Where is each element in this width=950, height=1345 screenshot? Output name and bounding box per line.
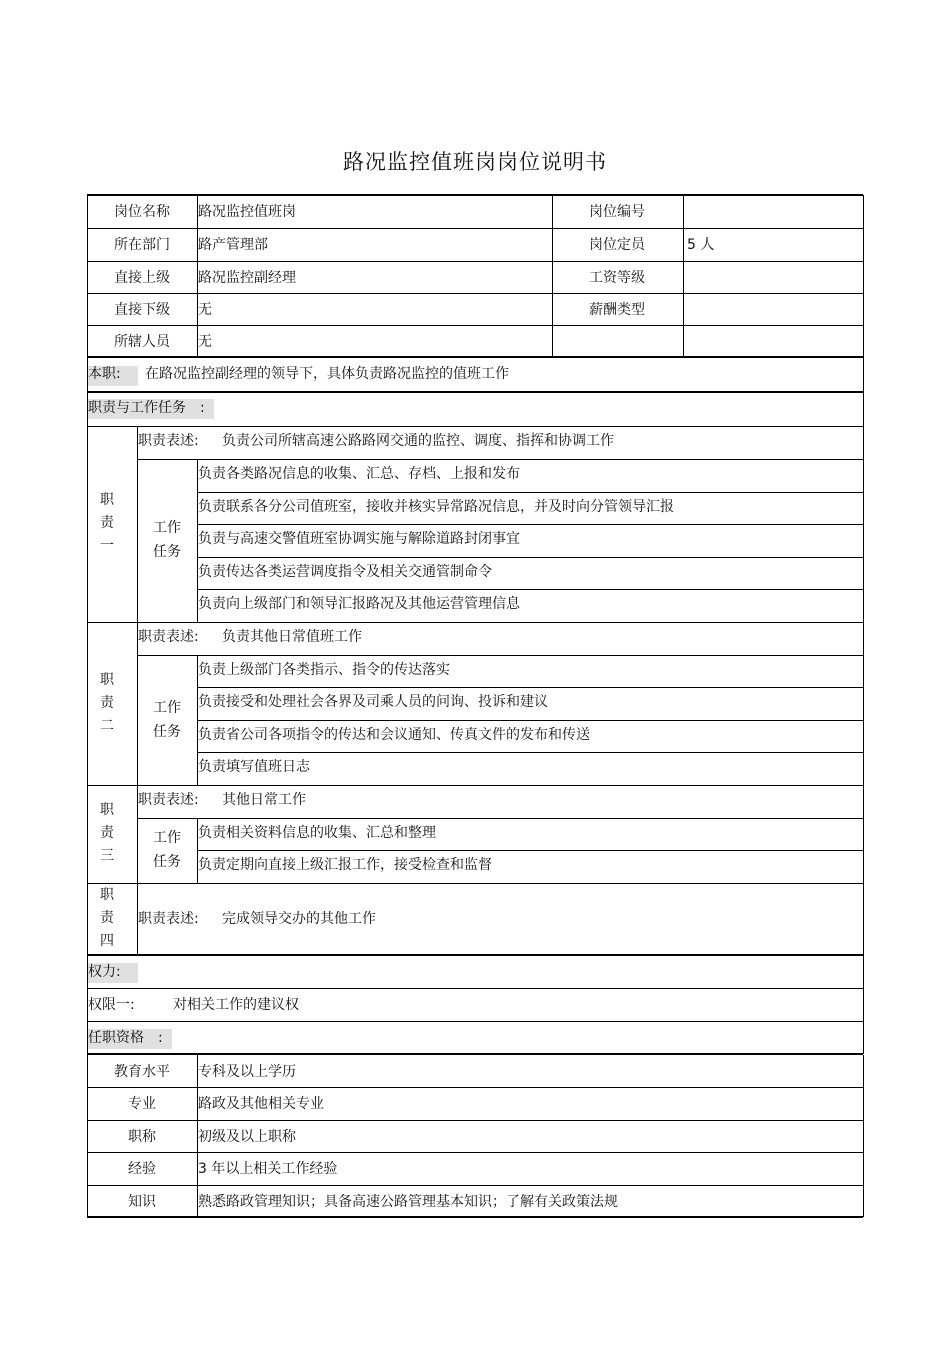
duty-task-label [137, 516, 197, 564]
info-label: 所辖人员 [114, 334, 170, 350]
duties-header: 职责与工作任务 : [88, 400, 205, 416]
duty-name-char: 责 [100, 910, 114, 926]
table-rule [87, 883, 863, 884]
table-rule [87, 426, 88, 622]
qual-label: 经验 [128, 1161, 156, 1177]
duty-desc-label: 职责表述: [138, 791, 199, 808]
info-value: 路产管理部 [198, 237, 268, 253]
duty-desc-label: 职责表述: [138, 433, 199, 449]
duty-name-char: 职 [100, 671, 114, 688]
duty-task-label-line: 工作 [153, 830, 181, 846]
duty-name [97, 799, 117, 868]
qual-label: 专业 [128, 1096, 156, 1112]
duty-name-char: 三 [100, 848, 114, 864]
table-rule [87, 194, 863, 196]
duty-name-char: 责 [100, 515, 114, 532]
table-rule [87, 356, 863, 358]
table-rule [137, 818, 863, 819]
duty-task: 负责相关资料信息的收集、汇总和整理 [198, 824, 436, 841]
info-label: 岗位编号 [589, 204, 645, 220]
qual-header: 任职资格 : [88, 1029, 163, 1046]
table-rule [197, 524, 863, 525]
table-rule [87, 426, 863, 427]
table-rule [137, 459, 863, 460]
duty-task: 负责传达各类运营调度指令及相关交通管制命令 [198, 563, 492, 580]
table-rule [863, 357, 864, 392]
table-rule [87, 1021, 863, 1022]
power-label: 权力: [88, 963, 121, 980]
duty-desc-label: 职责表述: [138, 628, 199, 645]
table-rule [863, 195, 864, 357]
info-value: 路况监控值班岗 [198, 204, 296, 220]
table-rule [87, 988, 88, 1021]
table-rule [87, 622, 863, 623]
qual-value: 熟悉路政管理知识；具备高速公路管理基本知识；了解有关政策法规 [198, 1193, 618, 1210]
table-rule [87, 785, 863, 786]
info-label: 直接下级 [114, 302, 170, 318]
duty-name-char: 二 [100, 717, 114, 734]
duty-task: 负责接受和处理社会各界及司乘人员的问询、投诉和建议 [198, 694, 548, 710]
table-rule [197, 195, 198, 357]
table-rule [863, 883, 864, 955]
table-rule [87, 1055, 88, 1218]
table-rule [197, 1055, 198, 1218]
duty-name-char: 职 [100, 802, 114, 818]
table-rule [197, 818, 198, 883]
info-label: 工资等级 [589, 270, 645, 286]
power-item-label: 权限一: [88, 996, 135, 1013]
duty-name-char: 责 [100, 694, 114, 711]
info-value: 无 [198, 334, 212, 350]
table-rule [197, 557, 863, 558]
duty-task-label-line: 工作 [153, 520, 181, 537]
duty-name-char: 四 [100, 933, 114, 949]
table-rule [137, 622, 138, 785]
duty-task: 负责各类路况信息的收集、汇总、存档、上报和发布 [198, 466, 520, 482]
table-rule [863, 622, 864, 785]
table-rule [87, 988, 863, 989]
duty-task-label [137, 826, 197, 874]
duty-task-label-line: 任务 [153, 544, 181, 561]
table-rule [87, 261, 863, 262]
table-rule [197, 459, 198, 622]
qual-label: 教育水平 [114, 1063, 170, 1080]
duty-desc: 负责公司所辖高速公路路网交通的监控、调度、指挥和协调工作 [222, 433, 614, 449]
info-label: 岗位名称 [114, 204, 170, 220]
core-text: 在路况监控副经理的领导下，具体负责路况监控的值班工作 [145, 366, 509, 382]
duty-task: 负责与高速交警值班室协调实施与解除道路封闭事宜 [198, 531, 520, 547]
page-title: 路况监控值班岗岗位说明书 [343, 150, 607, 174]
table-rule [137, 785, 138, 883]
table-rule [863, 1055, 864, 1218]
duty-desc: 其他日常工作 [222, 791, 306, 808]
table-rule [683, 195, 684, 357]
info-value: 无 [198, 302, 212, 318]
duty-task: 负责向上级部门和领导汇报路况及其他运营管理信息 [198, 596, 520, 612]
table-rule [87, 357, 88, 392]
table-rule [87, 1021, 88, 1054]
duty-task: 负责定期向直接上级汇报工作，接受检查和监督 [198, 857, 492, 873]
info-value: 路况监控副经理 [198, 270, 296, 286]
table-rule [87, 1216, 863, 1218]
table-rule [87, 622, 88, 785]
duty-task: 负责上级部门各类指示、指令的传达落实 [198, 661, 450, 678]
duty-name [97, 884, 117, 953]
core-label: 本职: [88, 366, 121, 382]
qual-value: 3 年以上相关工作经验 [198, 1161, 338, 1177]
table-rule [863, 988, 864, 1021]
table-rule [87, 325, 863, 326]
table-rule [863, 785, 864, 883]
table-rule [87, 785, 88, 883]
qual-value: 专科及以上学历 [198, 1063, 296, 1080]
duty-name-char: 职 [100, 887, 114, 903]
table-rule [197, 492, 863, 493]
table-rule [137, 655, 863, 656]
table-rule [87, 293, 863, 294]
power-item: 对相关工作的建议权 [173, 996, 299, 1013]
info-label: 薪酬类型 [589, 302, 645, 318]
qual-value: 路政及其他相关专业 [198, 1096, 324, 1112]
table-rule [87, 391, 863, 393]
duty-task-label [137, 696, 197, 744]
table-rule [197, 850, 863, 851]
duty-name [97, 669, 117, 738]
duty-task: 负责省公司各项指令的传达和会议通知、传真文件的发布和传送 [198, 726, 590, 743]
table-rule [87, 883, 88, 955]
table-rule [197, 687, 863, 688]
info-label: 岗位定员 [589, 237, 645, 253]
info-value: 5 人 [687, 237, 715, 253]
duty-desc: 负责其他日常值班工作 [222, 628, 362, 645]
table-rule [87, 955, 88, 988]
table-rule [87, 1152, 863, 1153]
duty-task-label-line: 任务 [153, 723, 181, 740]
table-rule [87, 392, 88, 426]
table-rule [863, 1021, 864, 1054]
table-rule [87, 1120, 863, 1121]
table-rule [137, 883, 138, 955]
table-rule [197, 752, 863, 753]
qual-value: 初级及以上职称 [198, 1128, 296, 1145]
table-rule [87, 1053, 863, 1055]
table-rule [197, 720, 863, 721]
table-rule [197, 655, 198, 785]
table-rule [552, 195, 553, 357]
duty-name-char: 一 [100, 538, 114, 555]
table-rule [87, 195, 88, 357]
duty-desc: 完成领导交办的其他工作 [222, 910, 376, 927]
duty-task-label-line: 任务 [153, 854, 181, 870]
duty-name [97, 489, 117, 558]
duty-name-char: 职 [100, 492, 114, 509]
table-rule [87, 1087, 863, 1088]
qual-label: 职称 [128, 1128, 156, 1145]
table-rule [87, 1185, 863, 1186]
duty-task: 负责填写值班日志 [198, 759, 310, 775]
qual-label: 知识 [128, 1193, 156, 1210]
duty-task: 负责联系各分公司值班室，接收并核实异常路况信息，并及时向分管领导汇报 [198, 498, 674, 515]
info-label: 所在部门 [114, 237, 170, 253]
table-rule [137, 426, 138, 622]
table-rule [87, 228, 863, 229]
table-rule [197, 589, 863, 590]
duty-desc-label: 职责表述: [138, 910, 199, 927]
duty-task-label-line: 工作 [153, 699, 181, 716]
table-rule [863, 955, 864, 988]
table-rule [863, 392, 864, 426]
info-label: 直接上级 [114, 270, 170, 286]
table-rule [87, 954, 863, 956]
duty-name-char: 责 [100, 825, 114, 841]
table-rule [863, 426, 864, 622]
